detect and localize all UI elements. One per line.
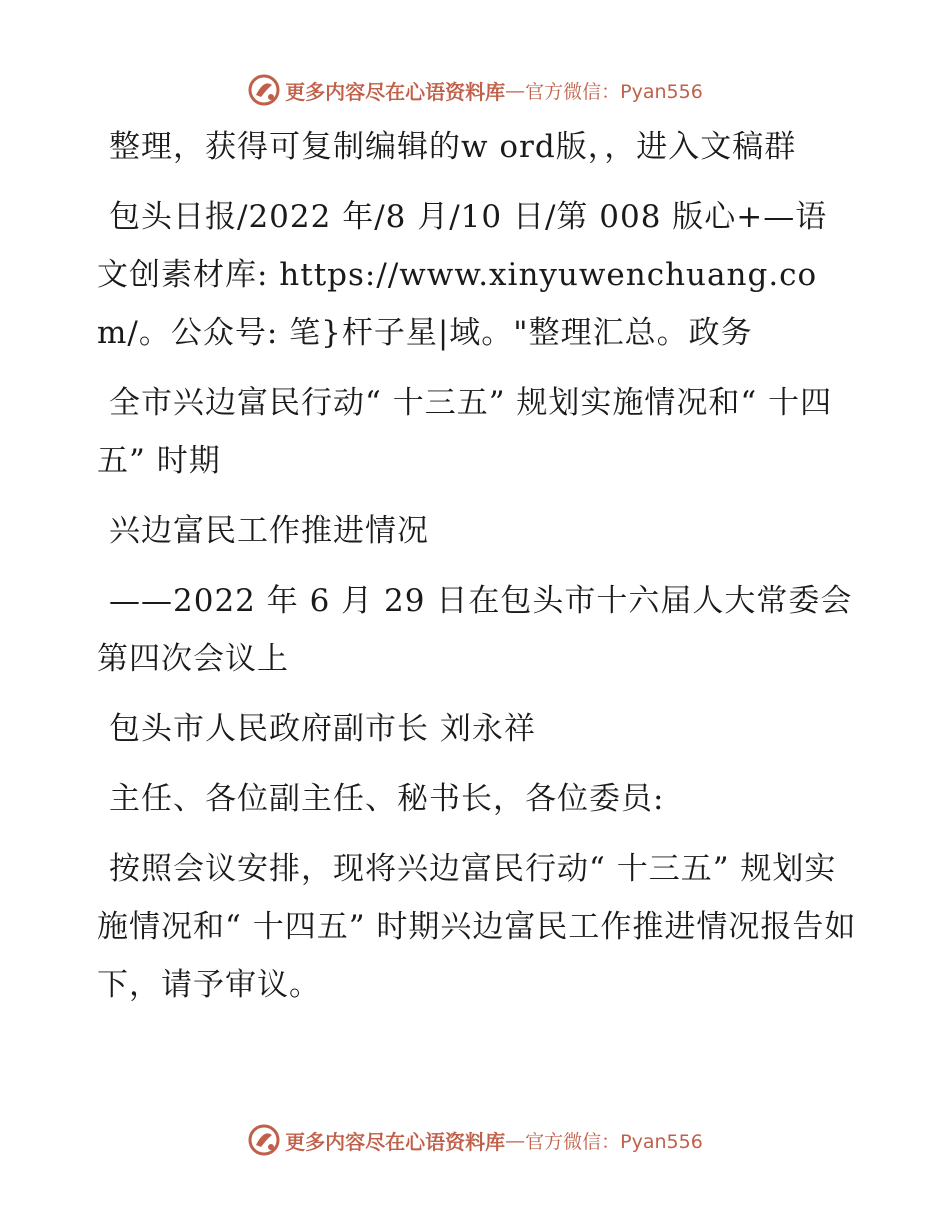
paragraph-source: 包头日报/2022 年/8 月/10 日/第 008 版心+—语文创素材库: https://www.xinyuwenchuang.com/。公众号: 笔}杆子星|域。"整理汇总。政务 <box>97 199 828 351</box>
footer-banner <box>0 1120 950 1160</box>
paragraph-body: 按照会议安排，现将兴边富民行动“ 十三五” 规划实施情况和“ 十四五” 时期兴边富民工作推进情况报告如下，请予审议。 <box>97 851 857 1003</box>
paragraph-intro: 整理，获得可复制编辑的w ord版，，进入文稿群 <box>109 129 797 165</box>
header-banner <box>0 70 950 110</box>
banner-text: 更多内容尽在心语资料库 <box>285 79 506 104</box>
logo-icon <box>247 73 281 107</box>
banner-separator: — <box>505 78 526 102</box>
logo-icon <box>247 1123 281 1157</box>
meeting-subtitle: ——2022 年 6 月 29 日在包头市十六届人大常委会第四次会议上 <box>97 583 853 677</box>
salutation: 主任、各位副主任、秘书长，各位委员: <box>109 781 665 817</box>
banner-wechat: 官方微信：Pyan556 <box>525 1130 703 1153</box>
banner-wechat: 官方微信：Pyan556 <box>525 80 703 103</box>
banner-separator: — <box>505 1128 526 1152</box>
banner-text: 更多内容尽在心语资料库 <box>285 1129 506 1154</box>
document-title-continued: 兴边富民工作推进情况 <box>109 513 429 549</box>
author-line: 包头市人民政府副市长 刘永祥 <box>109 711 536 747</box>
document-title: 全市兴边富民行动“ 十三五” 规划实施情况和“ 十四五” 时期 <box>97 385 833 479</box>
document-body <box>97 118 857 1026</box>
